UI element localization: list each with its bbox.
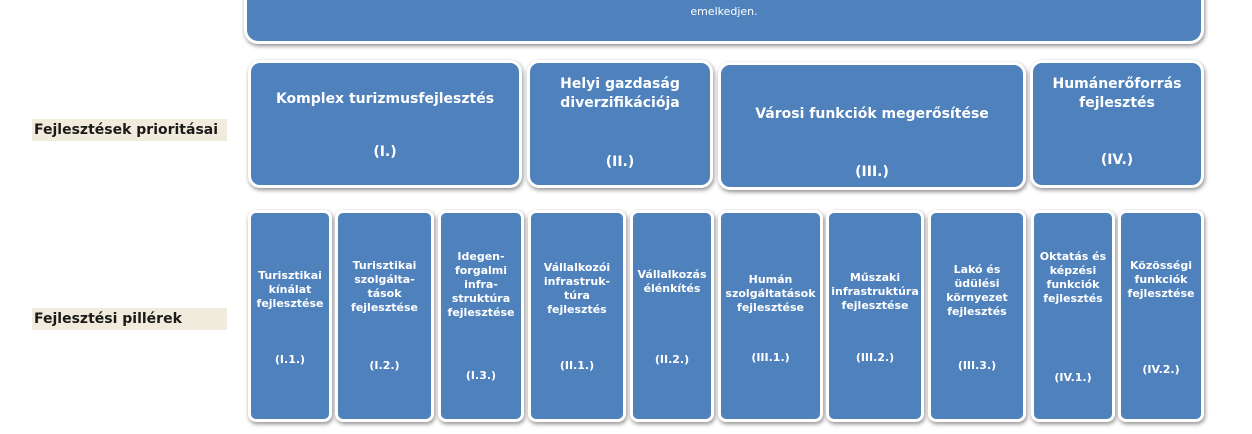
pillar-title: Turisztikai szolgálta- tások fejlesztése xyxy=(351,259,418,314)
priority-title: Városi funkciók megerősítése xyxy=(755,106,989,122)
pillar-code: (IV.2.) xyxy=(1142,363,1180,376)
priority-code: (IV.) xyxy=(1100,152,1134,168)
pillar-box-1 xyxy=(248,210,332,422)
pillar-code: (III.1.) xyxy=(751,351,790,364)
vision-banner xyxy=(244,0,1204,44)
priorities-row-label: Fejlesztések prioritásai xyxy=(32,119,227,141)
pillar-code: (I.2.) xyxy=(369,359,400,372)
pillar-title: Idegen- forgalmi infra- struktúra fejlesztése xyxy=(447,250,515,319)
pillar-box-4 xyxy=(528,210,626,422)
priority-title: Helyi gazdaság diverzifikációja xyxy=(560,76,680,111)
pillars-row-label: Fejlesztési pillérek xyxy=(32,308,227,330)
priority-title: Humánerőforrás fejlesztés xyxy=(1052,76,1182,111)
pillar-code: (I.1.) xyxy=(274,353,306,366)
pillar-title: Oktatás és képzési funkciók fejlesztés xyxy=(1039,250,1107,305)
pillar-code: (I.3.) xyxy=(465,369,497,382)
vision-banner-text: emelkedjen. xyxy=(690,5,758,18)
priority-box-2 xyxy=(527,60,713,188)
pillar-title: Vállalkozói infrastruk- túra fejlesztés xyxy=(543,261,611,316)
pillar-box-2 xyxy=(335,210,434,422)
pillar-title: Turisztikai kínálat fejlesztése xyxy=(256,269,324,310)
pillar-box-9 xyxy=(1031,210,1115,422)
pillar-title: Közösségi funkciók fejlesztése xyxy=(1127,259,1195,300)
pillar-box-6 xyxy=(718,210,823,422)
pillar-box-8 xyxy=(928,210,1026,422)
pillar-code: (III.3.) xyxy=(957,359,997,372)
priority-box-1 xyxy=(248,60,522,188)
pillar-box-7 xyxy=(826,210,924,422)
pillar-code: (II.2.) xyxy=(654,353,690,366)
pillar-box-5 xyxy=(630,210,714,422)
pillar-title: Vállalkozás élénkítés xyxy=(637,268,707,295)
pillar-box-3 xyxy=(438,210,524,422)
pillar-code: (II.1.) xyxy=(559,359,595,372)
priority-title: Komplex turizmusfejlesztés xyxy=(275,91,495,107)
priority-code: (III.) xyxy=(855,164,889,180)
priority-box-4 xyxy=(1030,60,1204,188)
priority-code: (II.) xyxy=(605,154,635,170)
priority-box-3 xyxy=(718,62,1026,190)
pillar-title: Műszaki infrastruktúra fejlesztése xyxy=(831,271,919,312)
pillar-title: Humán szolgáltatások fejlesztése xyxy=(725,273,816,314)
pillar-title: Lakó és üdülési környezet fejlesztés xyxy=(946,263,1008,318)
pillar-code: (III.2.) xyxy=(855,351,895,364)
priority-code: (I.) xyxy=(373,144,397,160)
pillar-code: (IV.1.) xyxy=(1054,371,1092,384)
pillar-box-10 xyxy=(1118,210,1204,422)
